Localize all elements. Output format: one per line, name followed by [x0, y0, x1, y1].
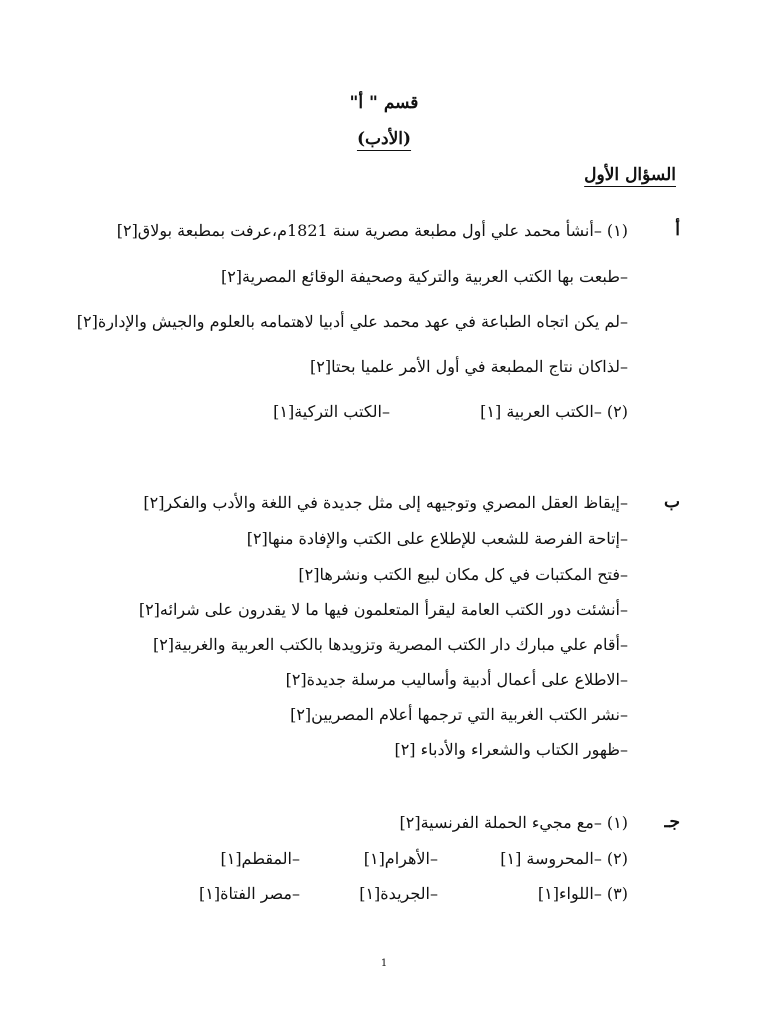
part-b-item: –أنشئت دور الكتب العامة ليقرأ المتعلمون فيها ما لا يقدرون على شرائه[٢] — [138, 600, 628, 619]
part-c-row3-col3: –مصر الفتاة[١] — [199, 884, 300, 903]
part-b-item: –إيقاظ العقل المصري وتوجيهه إلى مثل جديدة في اللغة والأدب والفكر[٢] — [143, 493, 628, 512]
part-b-item: –إتاحة الفرصة للشعب للإطلاع على الكتب والإفادة منها[٢] — [246, 529, 628, 548]
part-b-marker: ب — [663, 492, 680, 512]
question-heading — [584, 164, 676, 186]
part-c-line-1: (١) –مع مجيء الحملة الفرنسية[٢] — [399, 813, 628, 832]
part-a-line-2: –طبعت بها الكتب العربية والتركية وصحيفة الوقائع المصرية[٢] — [220, 267, 628, 286]
part-c-row3-col2: –الجريدة[١] — [359, 884, 438, 903]
part-c-row2-col2: –الأهرام[١] — [363, 849, 438, 868]
section-subtitle — [0, 128, 768, 150]
part-c-row2-col1: (٢) –المحروسة [١] — [500, 849, 628, 868]
section-subtitle-text: (الأدب) — [356, 129, 412, 149]
part-a-line-1: (١) –أنشأ محمد علي أول مطبعة مصرية سنة 1821م،عرفت بمطبعة بولاق[٢] — [116, 221, 628, 240]
section-title: قسم " أ" — [349, 93, 419, 113]
part-c-row2-col3: –المقطم[١] — [220, 849, 300, 868]
part-a-line-3: –لم يكن اتجاه الطباعة في عهد محمد علي أدبيا لاهتمامه بالعلوم والجيش والإدارة[٢] — [76, 312, 628, 331]
part-b-item: –فتح المكتبات في كل مكان لبيع الكتب ونشرها[٢] — [298, 565, 628, 584]
page-number: 1 — [380, 958, 388, 969]
part-a-marker: أ — [675, 220, 680, 240]
part-a-line-4: –لذاكان نتاج المطبعة في أول الأمر علميا بحتا[٢] — [310, 357, 628, 376]
part-b-item: –الاطلاع على أعمال أدبية وأساليب مرسلة جديدة[٢] — [285, 670, 628, 689]
part-c-row3-col1: (٣) –اللواء[١] — [537, 884, 628, 903]
part-b-item: –أقام علي مبارك دار الكتب المصرية وتزويدها بالكتب العربية والغربية[٢] — [152, 635, 628, 654]
part-b-item: –ظهور الكتاب والشعراء والأدباء [٢] — [394, 740, 628, 759]
part-a-line-5a: (٢) –الكتب العربية [١] — [480, 402, 628, 421]
question-heading-text: السؤال الأول — [584, 165, 676, 185]
part-c-marker: جـ — [664, 812, 680, 832]
part-b-item: –نشر الكتب الغربية التي ترجمها أعلام المصريين[٢] — [290, 705, 628, 724]
part-a-line-5b: –الكتب التركية[١] — [273, 402, 390, 421]
